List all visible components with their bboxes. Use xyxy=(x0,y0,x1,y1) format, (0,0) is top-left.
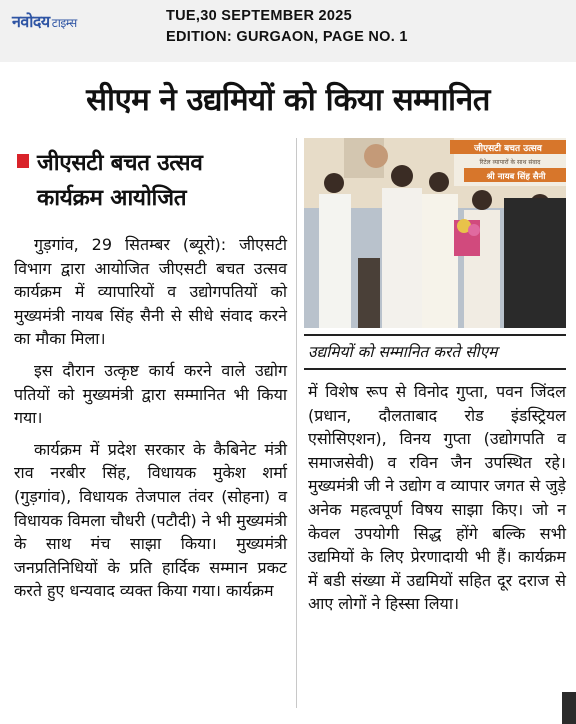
banner-name: श्री नायब सिंह सैनी xyxy=(486,172,546,182)
column-divider xyxy=(296,138,297,708)
masthead xyxy=(0,0,576,62)
event-photo xyxy=(304,138,566,328)
headline: सीएम ने उद्यमियों को किया सम्मानित xyxy=(86,82,490,118)
event-photo-illustration xyxy=(304,138,566,328)
logo-sub: टाइम्स xyxy=(51,16,77,30)
paragraph: कार्यक्रम में प्रदेश सरकार के कैबिनेट मंत्री राव नरबीर सिंह, विधायक मुकेश शर्मा (गुड़गांव), विधायक तेजपाल तंवर (सोहना) व विधायक विमला चौधरी (पटौदी) ने भी मुख्यमंत्री के साथ मंच साझा किया। मुख्यमंत्री जनप्रतिनिधियों के प्रति हार्दिक सम्मान प्रकट करते हुए धन्यवाद व्यक्त किया गया। कार्यक्रम xyxy=(14,439,287,601)
paragraph: गुड़गांव, 29 सितम्बर (ब्यूरो): जीएसटी विभाग द्वारा आयोजित जीएसटी बचत उत्सव कार्यक्रम में व्यापारियों व उद्योगपतियों को मुख्यमंत्री नायब सिंह सैनी से सीधे संवाद करने का मौका मिला। xyxy=(14,235,287,349)
article-left-column xyxy=(14,233,287,611)
subheadline-block xyxy=(17,146,289,216)
edition-meta xyxy=(166,6,408,48)
subheadline-line2: कार्यक्रम आयोजित xyxy=(37,185,187,211)
subheadline-line1: जीएसटी बचत उत्सव xyxy=(37,150,203,176)
paragraph: में विशेष रूप से विनोद गुप्ता, पवन जिंदल (प्रधान, दौलताबाद रोड इंडस्ट्रियल एसोसिएशन), विनय गुप्ता (उद्योगपति व समाजसेवी) व रविन जैन उपस्थित रहे। मुख्यमंत्री जी ने उद्योग व व्यापार जगत से जुड़े अनेक महत्वपूर्ण विषय साझा किए। जो न केवल उपयोगी सिद्ध होंगे बल्कि सभी उद्यमियों के लिए प्रेरणादायी भी हैं। कार्यक्रम में बडी संख्या में उद्यमियों सहित दूर दराज से आए लोगों ने हिस्सा लिया। xyxy=(308,382,566,614)
article-right-column xyxy=(308,380,566,624)
newspaper-logo xyxy=(12,10,77,32)
photo-caption: उद्यमियों को सम्मानित करते सीएम xyxy=(304,334,566,370)
page-edge xyxy=(562,692,576,724)
edition-info: EDITION: GURGAON, PAGE NO. 1 xyxy=(166,29,408,45)
red-bullet-icon xyxy=(17,154,29,168)
paragraph: इस दौरान उत्कृष्ट कार्य करने वाले उद्योग पतियों को मुख्यमंत्री द्वारा सम्मानित भी किया गया। xyxy=(14,360,287,428)
logo-main: नवोदय xyxy=(12,12,50,31)
banner-title: जीएसटी बचत उत्सव xyxy=(474,144,542,154)
banner-subtitle: रिटेल व्यापारों के साथ संवाद xyxy=(479,159,541,166)
issue-date: TUE,30 SEPTEMBER 2025 xyxy=(166,8,353,24)
